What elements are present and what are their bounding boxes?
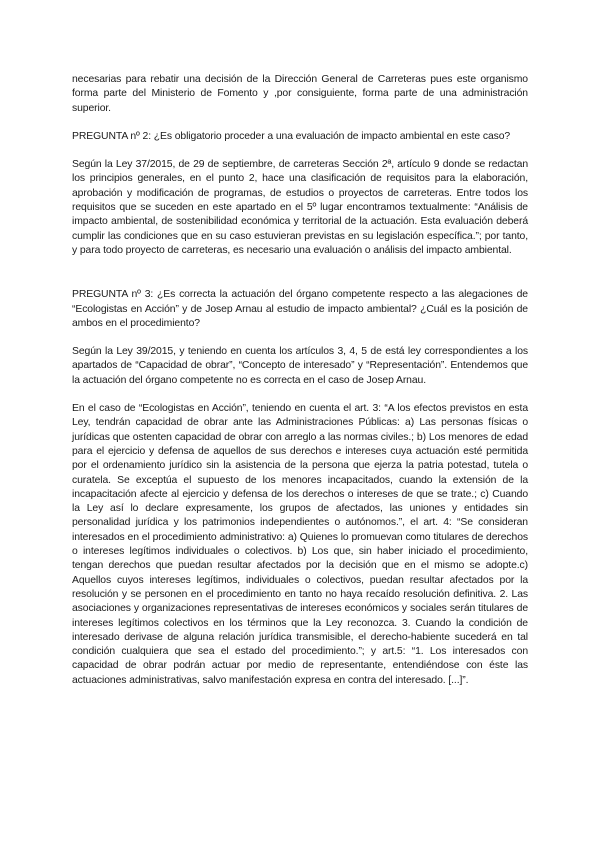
question-3-heading: PREGUNTA nº 3: ¿Es correcta la actuación del órgano competente respecto a las alegaciones de “Ecologistas en Acción” y de Josep Arnau al estudio de impacto ambiental? ¿Cuál es la posición de ambos en el procedimiento? [72, 289, 528, 329]
answer-2-paragraph: Según la Ley 37/2015, de 29 de septiembre, de carreteras Sección 2ª, artículo 9 donde se redactan los principios generales, en el punto 2, hace una clasificación de requisitos para la elaboración, aprobación y modificación de programas, de estudios o proyectos de carreteras. Entre todos los requisitos que se suceden en este apartado en el 5º lugar encontramos textualmente: “Análisis de impacto ambiental, de sostenibilidad económica y territorial de la actuación. Esta evaluación deberá cumplir las condiciones que en su caso estuvieran previstas en su legislación específica.”; por tanto, y para todo proyecto de carreteras, es necesario una evaluación o análisis del impacto ambiental. [72, 159, 528, 256]
answer-3-body-paragraph: En el caso de “Ecologistas en Acción”, teniendo en cuenta el art. 3: “A los efectos previstos en esta Ley, tendrán capacidad de obrar ante las Administraciones Públicas: a) Las personas físicas o jurídicas que ostenten capacidad de obrar con arreglo a las normas civiles.; b) Los menores de edad para el ejercicio y defensa de aquellos de sus derechos e intereses cuya actuación esté permitida por el ordenamiento jurídico sin la asistencia de la persona que ejerza la patria potestad, tutela o curatela. Se exceptúa el supuesto de los menores incapacitados, cuando la extensión de la incapacitación afecte al ejercicio y defensa de los derechos o intereses de que se trate.; c) Cuando la Ley así lo declare expresamente, los grupos de afectados, las uniones y entidades sin personalidad jurídica y los patrimonios independientes o autónomos.”, el art. 4: “Se consideran interesados en el procedimiento administrativo: a) Quienes lo promuevan como titulares de derechos o intereses legítimos individuales o colectivos. b) Los que, sin haber iniciado el procedimiento, tengan derechos que puedan resultar afectados por la decisión que en el mismo se adopte.c) Aquellos cuyos intereses legítimos, individuales o colectivos, puedan resultar afectados por la resolución y se personen en el procedimiento en tanto no haya recaído resolución definitiva. 2. Las asociaciones y organizaciones representativas de intereses económicos y sociales serán titulares de intereses legítimos colectivos en los términos que la Ley reconozca. 3. Cuando la condición de interesado derivase de alguna relación jurídica transmisible, el derecho-habiente sucederá en tal condición cualquiera que sea el estado del procedimiento.”; y art.5: “1. Los interesados con capacidad de obrar podrán actuar por medio de representante, entendiéndose con éste las actuaciones administrativas, salvo manifestación expresa en contra del interesado. [...]”. [72, 403, 528, 686]
answer-3-intro-paragraph: Según la Ley 39/2015, y teniendo en cuenta los artículos 3, 4, 5 de está ley correspondientes a los apartados de “Capacidad de obrar”, “Concepto de interesado” y “Representación”. Entendemos que la actuación del órgano competente no es correcta en el caso de Josep Arnau. [72, 346, 528, 386]
question-2-heading: PREGUNTA nº 2: ¿Es obligatorio proceder a una evaluación de impacto ambiental en este caso? [72, 130, 511, 142]
intro-paragraph: necesarias para rebatir una decisión de la Dirección General de Carreteras pues este organismo forma parte del Ministerio de Fomento y ,por consiguiente, forma parte de una administración superior. [72, 74, 528, 114]
document-page [72, 73, 528, 688]
